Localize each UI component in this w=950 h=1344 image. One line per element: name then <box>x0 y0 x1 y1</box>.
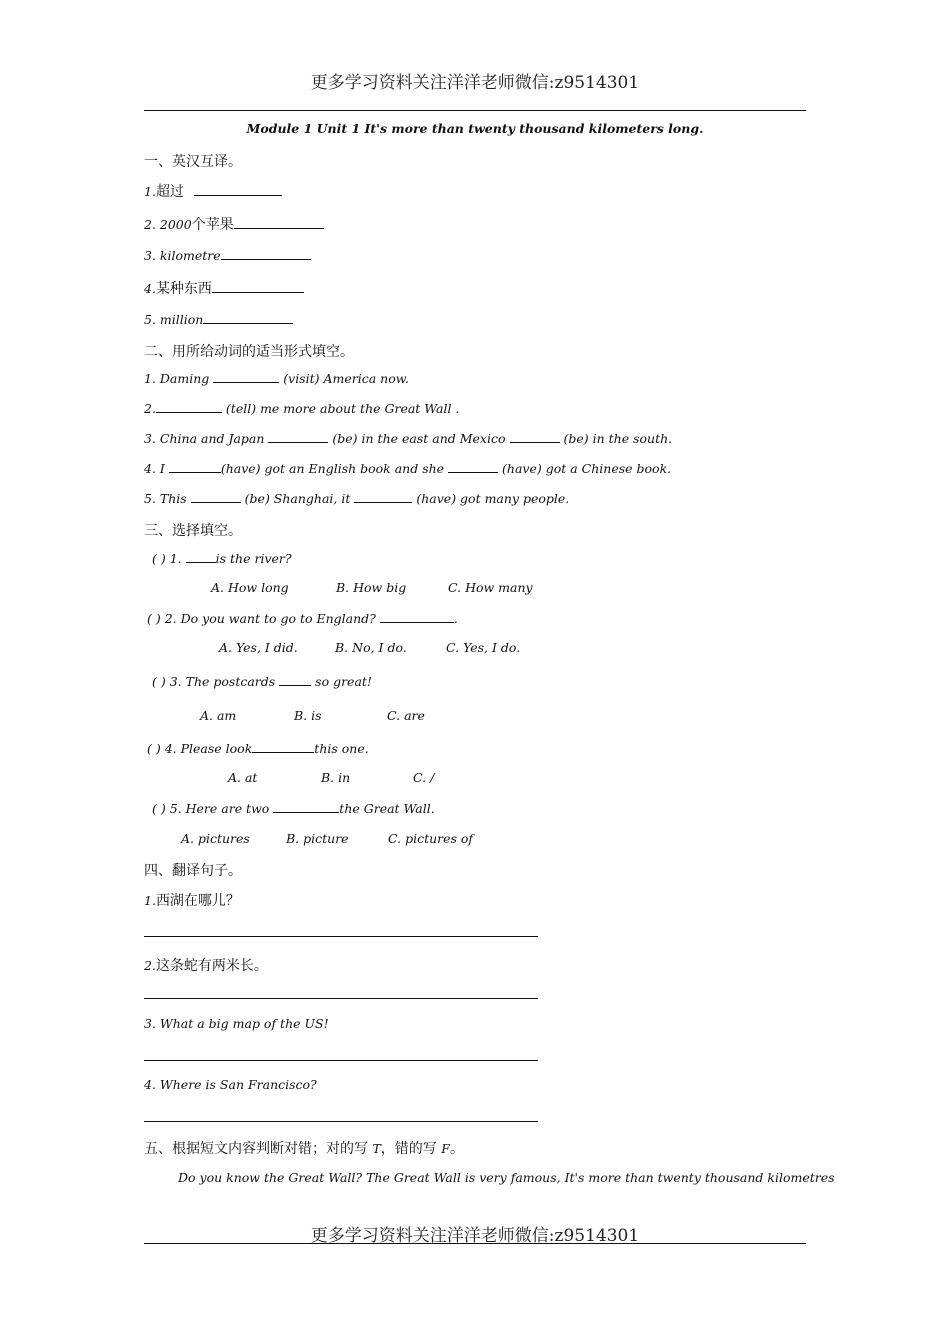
s2-q2-blank[interactable] <box>156 400 222 413</box>
s3-q2 <box>147 610 458 626</box>
s3-q4-option-b: B. in <box>321 770 351 785</box>
s1-item-3-blank[interactable] <box>221 247 311 260</box>
s4-q1-text: 西湖在哪儿？ <box>155 893 240 909</box>
s3-q3-text: 3. The postcards <box>169 674 276 689</box>
s5-heading-b: ，错的写 <box>380 1141 437 1157</box>
s1-item-2-text: 个苹果 <box>191 217 234 233</box>
s3-q4-text: 4. Please look <box>164 741 253 756</box>
s2-q4 <box>144 460 671 476</box>
header-rule <box>144 110 806 111</box>
s1-item-5-text: million <box>159 312 204 327</box>
s1-item-1-num: 1. <box>144 184 156 199</box>
s1-item-2-blank[interactable] <box>234 216 324 229</box>
s1-item-4-num: 4. <box>144 281 156 296</box>
s2-q2-b: (tell) me more about the Great Wall . <box>225 401 460 416</box>
s1-item-4-blank[interactable] <box>212 280 304 293</box>
s3-q1 <box>152 550 292 566</box>
footer-rule <box>144 1243 806 1244</box>
s2-q1-a: 1. Daming <box>144 371 210 386</box>
s3-q5-option-a: A. pictures <box>181 831 250 846</box>
s4-q1-num: 1. <box>144 893 156 908</box>
s1-item-1 <box>144 181 282 201</box>
s1-item-3 <box>144 247 311 263</box>
s4-q4: 4. Where is San Francisco? <box>144 1077 317 1092</box>
s2-q4-c: (have) got a Chinese book. <box>502 461 672 476</box>
s2-q5-c: (have) got many people. <box>416 491 570 506</box>
s2-q3-a: 3. China and Japan <box>144 431 265 446</box>
s1-item-5-num: 5. <box>144 312 156 327</box>
s1-item-1-blank[interactable] <box>194 183 282 196</box>
s3-q5-text: 5. Here are two <box>169 801 270 816</box>
s2-q3-c: (be) in the south. <box>563 431 673 446</box>
s3-q5 <box>152 800 435 816</box>
s5-heading-c: 。 <box>449 1141 464 1157</box>
s2-q5-a: 5. This <box>144 491 187 506</box>
s1-item-3-num: 3. <box>144 248 156 263</box>
s2-q4-blank-1[interactable] <box>169 460 221 473</box>
s3-q1-paren[interactable]: ( ) <box>152 551 166 566</box>
s4-q3-answer-line[interactable] <box>144 1060 538 1061</box>
s1-item-4-text: 某种东西 <box>155 281 212 297</box>
s4-q4-answer-line[interactable] <box>144 1121 538 1122</box>
s2-q2 <box>144 400 459 416</box>
s1-item-5-blank[interactable] <box>203 311 293 324</box>
s3-q3-end: so great! <box>315 674 372 689</box>
s1-item-3-text: kilometre <box>159 248 221 263</box>
s2-q2-a: 2. <box>144 401 156 416</box>
section2-heading: 二、用所给动词的适当形式填空。 <box>144 344 354 360</box>
s4-q2-num: 2. <box>144 958 156 973</box>
s3-q5-end: the Great Wall. <box>339 801 435 816</box>
s4-q2-answer-line[interactable] <box>144 998 538 999</box>
s2-q5-blank-1[interactable] <box>191 490 241 503</box>
s1-item-5 <box>144 311 293 327</box>
s3-q5-paren[interactable]: ( ) <box>152 801 166 816</box>
s2-q3 <box>144 430 672 446</box>
s1-item-2-num: 2. 2000 <box>144 217 192 232</box>
section5-heading <box>144 1138 464 1158</box>
s2-q5 <box>144 490 569 506</box>
s2-q5-blank-2[interactable] <box>354 490 412 503</box>
worksheet-title: Module 1 Unit 1 It's more than twenty thousand kilometers long. <box>246 121 704 136</box>
s3-q3-option-b: B. is <box>294 708 322 723</box>
s3-q1-option-b: B. How big <box>336 580 407 595</box>
s3-q4-option-c: C. / <box>413 770 435 785</box>
s3-q1-text: is the river? <box>215 551 292 566</box>
section3-heading: 三、选择填空。 <box>144 523 242 539</box>
s5-f-mark: F <box>441 1141 450 1156</box>
s3-q3 <box>152 673 372 689</box>
s3-q3-option-c: C. are <box>387 708 425 723</box>
s3-q3-blank[interactable] <box>279 673 311 686</box>
s4-q3: 3. What a big map of the US! <box>144 1016 329 1031</box>
s3-q5-option-b: B. picture <box>286 831 349 846</box>
section1-heading: 一、英汉互译。 <box>144 154 242 170</box>
s5-passage: Do you know the Great Wall? The Great Wall is very famous, It's more than twenty thousand kilometres <box>178 1170 835 1185</box>
s2-q3-b: (be) in the east and Mexico <box>332 431 506 446</box>
s2-q4-blank-2[interactable] <box>448 460 498 473</box>
s3-q2-blank[interactable] <box>380 610 454 623</box>
s3-q3-paren[interactable]: ( ) <box>152 674 166 689</box>
header-text: 更多学习资料关注洋洋老师微信:z9514301 <box>310 73 640 93</box>
s3-q2-option-b: B. No, I do. <box>335 640 407 655</box>
s3-q1-blank[interactable] <box>186 550 216 563</box>
s4-q1-answer-line[interactable] <box>144 936 538 937</box>
s3-q1-option-c: C. How many <box>448 580 533 595</box>
s3-q5-option-c: C. pictures of <box>388 831 474 846</box>
s2-q4-a: 4. I <box>144 461 165 476</box>
section4-heading: 四、翻译句子。 <box>144 863 242 879</box>
s2-q3-blank-1[interactable] <box>268 430 328 443</box>
s3-q4 <box>147 740 369 756</box>
s3-q2-text: 2. Do you want to go to England? <box>164 611 376 626</box>
s2-q1-blank[interactable] <box>213 370 279 383</box>
s4-q2 <box>144 955 268 975</box>
s4-q1 <box>144 890 240 910</box>
s2-q4-b: (have) got an English book and she <box>220 461 445 476</box>
s2-q5-b: (be) Shanghai, it <box>244 491 351 506</box>
s1-item-1-text: 超过 <box>155 184 184 200</box>
s3-q4-end: this one. <box>314 741 369 756</box>
s3-q2-end: . <box>453 611 458 626</box>
s5-t-mark: T <box>372 1141 381 1156</box>
s5-heading-a: 五、根据短文内容判断对错；对的写 <box>144 1141 368 1157</box>
s3-q1-num: 1. <box>169 551 182 566</box>
s3-q4-option-a: A. at <box>228 770 258 785</box>
s3-q4-paren[interactable]: ( ) <box>147 741 161 756</box>
s4-q2-text: 这条蛇有两米长。 <box>155 958 268 974</box>
s3-q4-blank[interactable] <box>252 740 314 753</box>
s2-q1-b: (visit) America now. <box>283 371 409 386</box>
s3-q2-option-a: A. Yes, I did. <box>219 640 298 655</box>
s3-q1-option-a: A. How long <box>211 580 289 595</box>
s3-q5-blank[interactable] <box>273 800 339 813</box>
s3-q3-option-a: A. am <box>200 708 237 723</box>
s3-q2-paren[interactable]: ( ) <box>147 611 161 626</box>
s1-item-4 <box>144 278 304 298</box>
s2-q3-blank-2[interactable] <box>510 430 560 443</box>
s3-q2-option-c: C. Yes, I do. <box>446 640 521 655</box>
s1-item-2 <box>144 214 324 234</box>
s2-q1 <box>144 370 409 386</box>
footer-text: 更多学习资料关注洋洋老师微信:z9514301 <box>310 1226 640 1246</box>
